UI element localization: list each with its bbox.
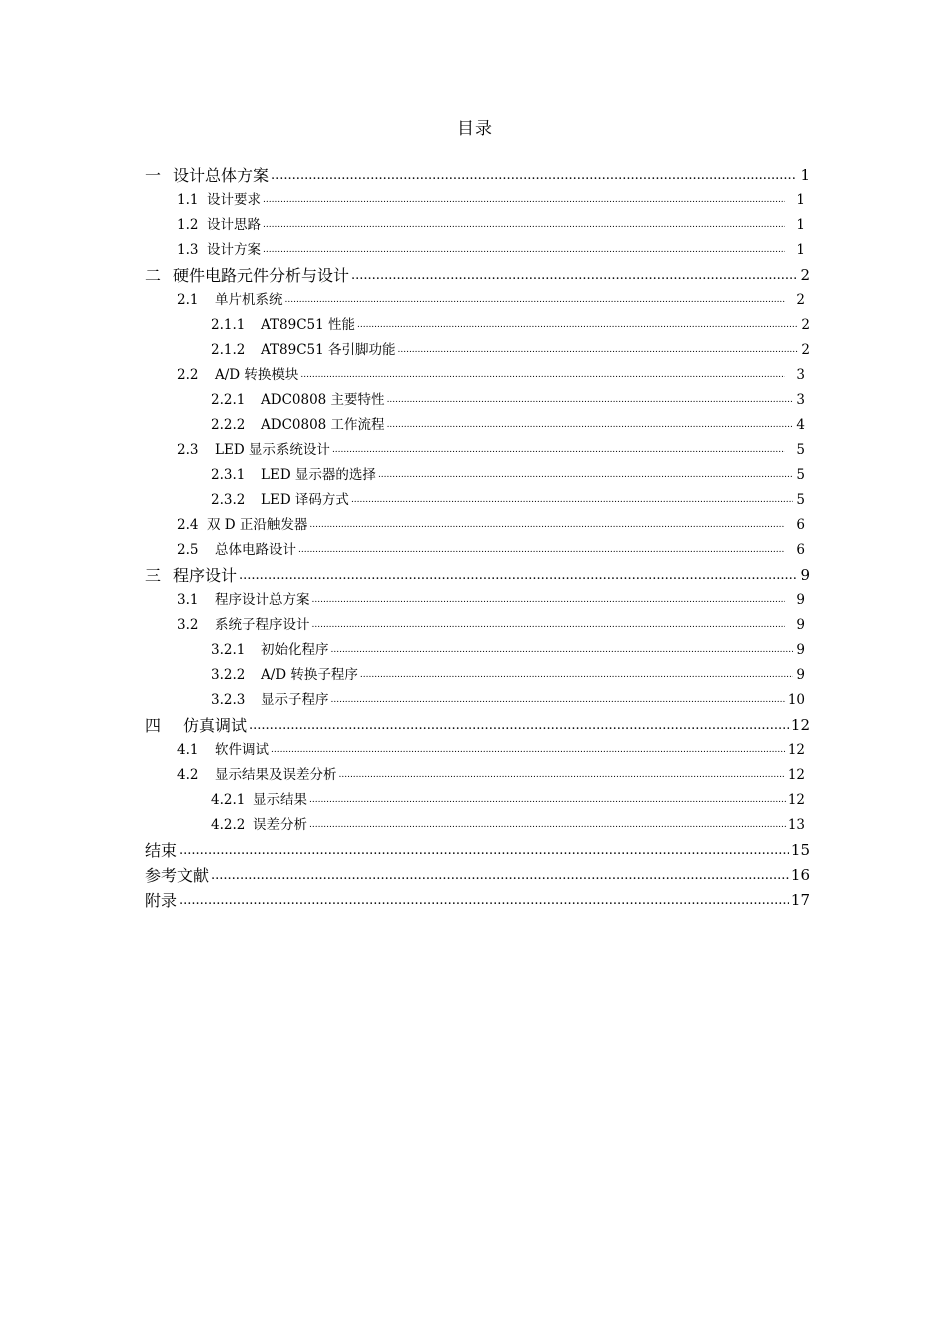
toc-entry-number: 2.2.1 <box>211 392 246 408</box>
toc-leader-dots <box>285 288 786 313</box>
toc-entry-label: 程序设计 <box>173 566 238 585</box>
toc-subsection-2-1-1[interactable] <box>145 313 810 338</box>
toc-entry-label: 误差分析 <box>253 817 307 833</box>
toc-entry-label: 结束 <box>145 841 178 860</box>
toc-leader-dots <box>332 438 785 463</box>
toc-entry-label: 显示子程序 <box>261 692 329 708</box>
toc-entry-page: 9 <box>800 566 810 584</box>
toc-leader-dots <box>351 488 793 513</box>
toc-entry-number: 3.1 <box>177 592 199 608</box>
toc-entry-number: 2.3.1 <box>211 467 246 483</box>
toc-entry-label: 设计方案 <box>207 242 261 258</box>
toc-entry-number: 2.3.2 <box>211 492 246 508</box>
toc-leader-dots <box>239 563 796 588</box>
toc-entry-number: 2.4 <box>177 517 199 533</box>
toc-entry-label: AT89C51 性能 <box>261 317 355 333</box>
toc-entry-label: 软件调试 <box>215 742 269 758</box>
toc-entry-number: 2.2.2 <box>211 417 246 433</box>
toc-entry-label: 设计思路 <box>207 217 261 233</box>
table-of-contents <box>145 163 810 913</box>
toc-section-2-1[interactable] <box>145 288 810 313</box>
toc-entry-number: 2.1.2 <box>211 342 246 358</box>
toc-entry-label: ADC0808 主要特性 <box>261 392 385 408</box>
toc-chapter-4[interactable] <box>145 713 810 738</box>
toc-subsection-2-2-2[interactable] <box>145 413 810 438</box>
toc-entry-label: 硬件电路元件分析与设计 <box>173 266 350 285</box>
toc-section-2-5[interactable] <box>145 538 810 563</box>
toc-section-3-2[interactable] <box>145 613 810 638</box>
toc-section-2-2[interactable] <box>145 363 810 388</box>
toc-subsection-2-1-2[interactable] <box>145 338 810 363</box>
toc-entry-number: 4.2.1 <box>211 792 246 808</box>
toc-leader-dots <box>309 513 785 538</box>
toc-leader-dots <box>263 238 785 263</box>
toc-chapter-2[interactable] <box>145 263 810 288</box>
toc-entry-page: 6 <box>796 517 805 533</box>
toc-subsection-4-2-2[interactable] <box>145 813 810 838</box>
toc-entry-page: 13 <box>787 817 805 833</box>
toc-entry-label: 设计总体方案 <box>173 166 270 185</box>
toc-entry-page: 12 <box>787 742 805 758</box>
toc-subsection-2-2-1[interactable] <box>145 388 810 413</box>
toc-entry-page: 1 <box>800 166 810 184</box>
toc-entry-page: 3 <box>796 392 805 408</box>
toc-leader-dots <box>298 538 785 563</box>
toc-entry-page: 10 <box>787 692 805 708</box>
toc-entry-number: 1.3 <box>177 242 199 258</box>
toc-entry-page: 9 <box>796 642 805 658</box>
toc-leader-dots <box>300 363 785 388</box>
toc-leader-dots <box>398 338 799 363</box>
toc-section-2-4[interactable] <box>145 513 810 538</box>
toc-title: 目录 <box>457 119 493 139</box>
toc-entry-page: 5 <box>796 467 805 483</box>
toc-entry-page: 17 <box>790 891 810 909</box>
toc-leader-dots <box>360 663 793 688</box>
toc-entry-number: 3.2.2 <box>211 667 246 683</box>
toc-leader-dots <box>339 763 786 788</box>
toc-entry-page: 9 <box>796 617 805 633</box>
toc-leader-dots <box>331 638 794 663</box>
toc-entry-page: 5 <box>796 442 805 458</box>
toc-entry-page: 1 <box>796 217 805 233</box>
toc-entry-number: 1.1 <box>177 192 199 208</box>
toc-chapter-references[interactable] <box>145 863 810 888</box>
toc-entry-label: LED 译码方式 <box>261 492 349 508</box>
toc-entry-page: 6 <box>796 542 805 558</box>
toc-leader-dots <box>179 838 789 863</box>
toc-leader-dots <box>378 463 793 488</box>
toc-entry-number: 2.1 <box>177 292 199 308</box>
toc-entry-page: 12 <box>790 716 810 734</box>
toc-entry-label: LED 显示器的选择 <box>261 467 376 483</box>
toc-entry-label: 初始化程序 <box>261 642 329 658</box>
toc-chapter-conclusion[interactable] <box>145 838 810 863</box>
toc-chapter-1[interactable] <box>145 163 810 188</box>
toc-entry-page: 9 <box>796 592 805 608</box>
toc-entry-page: 3 <box>796 367 805 383</box>
toc-section-2-3[interactable] <box>145 438 810 463</box>
toc-leader-dots <box>387 388 793 413</box>
toc-leader-dots <box>271 163 796 188</box>
toc-entry-label: 附录 <box>145 891 178 910</box>
toc-section-1-3[interactable] <box>145 238 810 263</box>
toc-entry-number: 4.1 <box>177 742 199 758</box>
toc-entry-page: 9 <box>796 667 805 683</box>
toc-section-1-1[interactable] <box>145 188 810 213</box>
toc-subsection-2-3-1[interactable] <box>145 463 810 488</box>
toc-entry-page: 2 <box>801 342 810 358</box>
toc-entry-number: 2.1.1 <box>211 317 246 333</box>
toc-leader-dots <box>249 713 789 738</box>
toc-leader-dots <box>312 613 786 638</box>
toc-entry-page: 12 <box>787 767 805 783</box>
toc-entry-number: 1.2 <box>177 217 199 233</box>
toc-section-4-2[interactable] <box>145 763 810 788</box>
toc-entry-label: AT89C51 各引脚功能 <box>261 342 396 358</box>
toc-subsection-3-2-3[interactable] <box>145 688 810 713</box>
toc-entry-number: 二 <box>145 266 162 285</box>
toc-entry-page: 1 <box>796 242 805 258</box>
toc-entry-label: 设计要求 <box>207 192 261 208</box>
toc-entry-number: 4.2.2 <box>211 817 246 833</box>
toc-entry-number: 三 <box>145 566 162 585</box>
toc-entry-label: 总体电路设计 <box>215 542 296 558</box>
toc-leader-dots <box>271 738 785 763</box>
toc-leader-dots <box>309 813 786 838</box>
toc-section-3-1[interactable] <box>145 588 810 613</box>
toc-entry-page: 16 <box>790 866 810 884</box>
toc-entry-page: 4 <box>796 417 805 433</box>
toc-chapter-3[interactable] <box>145 563 810 588</box>
toc-subsection-4-2-1[interactable] <box>145 788 810 813</box>
toc-section-4-1[interactable] <box>145 738 810 763</box>
toc-entry-number: 2.5 <box>177 542 199 558</box>
toc-leader-dots <box>179 888 789 913</box>
toc-section-1-2[interactable] <box>145 213 810 238</box>
toc-entry-label: 参考文献 <box>145 866 210 885</box>
toc-entry-label: A/D 转换子程序 <box>261 667 358 683</box>
toc-entry-page: 2 <box>800 266 810 284</box>
toc-subsection-3-2-1[interactable] <box>145 638 810 663</box>
toc-entry-page: 2 <box>796 292 805 308</box>
toc-entry-page: 2 <box>801 317 810 333</box>
toc-entry-label: 单片机系统 <box>215 292 283 308</box>
toc-entry-number: 3.2.1 <box>211 642 246 658</box>
toc-entry-label: LED 显示系统设计 <box>215 442 330 458</box>
toc-entry-label: 程序设计总方案 <box>215 592 310 608</box>
toc-chapter-appendix[interactable] <box>145 888 810 913</box>
toc-leader-dots <box>211 863 789 888</box>
toc-entry-number: 3.2 <box>177 617 199 633</box>
toc-entry-page: 12 <box>787 792 805 808</box>
toc-leader-dots <box>309 788 786 813</box>
toc-entry-label: 仿真调试 <box>183 716 248 735</box>
toc-entry-number: 2.3 <box>177 442 199 458</box>
toc-subsection-2-3-2[interactable] <box>145 488 810 513</box>
toc-entry-number: 一 <box>145 166 162 185</box>
toc-entry-label: 显示结果及误差分析 <box>215 767 337 783</box>
toc-leader-dots <box>387 413 793 438</box>
toc-leader-dots <box>312 588 786 613</box>
toc-entry-page: 1 <box>796 192 805 208</box>
toc-leader-dots <box>263 188 785 213</box>
toc-entry-label: 系统子程序设计 <box>215 617 310 633</box>
toc-entry-number: 3.2.3 <box>211 692 246 708</box>
toc-entry-label: 显示结果 <box>253 792 307 808</box>
toc-entry-number: 4.2 <box>177 767 199 783</box>
toc-leader-dots <box>331 688 786 713</box>
toc-entry-label: 双 D 正沿触发器 <box>207 517 308 533</box>
toc-entry-page: 5 <box>796 492 805 508</box>
toc-leader-dots <box>351 263 796 288</box>
toc-entry-label: ADC0808 工作流程 <box>261 417 385 433</box>
toc-entry-number: 2.2 <box>177 367 199 383</box>
toc-entry-label: A/D 转换模块 <box>215 367 299 383</box>
toc-leader-dots <box>357 313 798 338</box>
toc-entry-page: 15 <box>790 841 810 859</box>
toc-entry-number: 四 <box>145 716 162 735</box>
toc-subsection-3-2-2[interactable] <box>145 663 810 688</box>
toc-leader-dots <box>263 213 785 238</box>
